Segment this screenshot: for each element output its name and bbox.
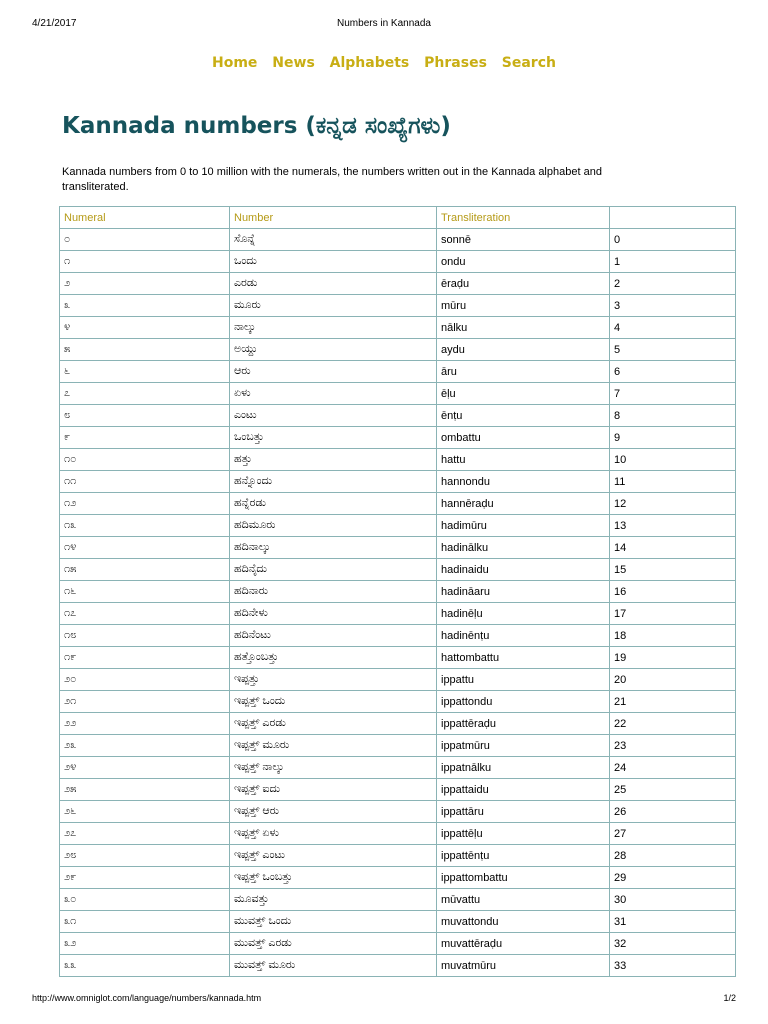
numeral-cell: ೩ [60,295,230,317]
numeral-cell: ೧೮ [60,625,230,647]
numeral-cell: ೧೫ [60,559,230,581]
table-row [60,801,736,823]
number-word-cell: ಇಪ್ಪತ್ತ್ ಎಂಟು [230,845,437,867]
numeral-cell: ೩೧ [60,911,230,933]
number-word-cell: ಇಪ್ಪತ್ತ್ ಎರಡು [230,713,437,735]
value-cell: 18 [610,625,736,647]
numeral-cell: ೧೧ [60,471,230,493]
number-word-cell: ಆರು [230,361,437,383]
value-cell: 19 [610,647,736,669]
table-row [60,537,736,559]
top-nav [0,55,768,71]
nav-alphabets-link[interactable]: Alphabets [329,55,410,71]
transliteration-cell: ippatmūru [437,735,610,757]
numeral-cell: ೧೬ [60,581,230,603]
numeral-cell: ೭ [60,383,230,405]
value-cell: 0 [610,229,736,251]
table-row [60,559,736,581]
number-word-cell: ಹನ್ನೊಂದು [230,471,437,493]
nav-news-link[interactable]: News [272,55,315,71]
numeral-cell: ೩೩ [60,955,230,977]
value-cell: 10 [610,449,736,471]
table-row [60,757,736,779]
numeral-cell: ೧೨ [60,493,230,515]
transliteration-cell: muvattondu [437,911,610,933]
numeral-cell: ೪ [60,317,230,339]
number-word-cell: ಇಪ್ಪತ್ತ್ ಐದು [230,779,437,801]
transliteration-cell: muvattēraḍu [437,933,610,955]
table-row [60,823,736,845]
page-url: http://www.omniglot.com/language/numbers/kannada.htm [32,993,262,1003]
number-word-cell: ಅಯ್ದು [230,339,437,361]
table-row [60,229,736,251]
number-word-cell: ಹದಿನೈದು [230,559,437,581]
numeral-cell: ೩೦ [60,889,230,911]
value-cell: 31 [610,911,736,933]
intro-text: Kannada numbers from 0 to 10 million with the numerals, the numbers written out in the Kannada alphabet and transliterated. [62,166,602,193]
transliteration-cell: mūru [437,295,610,317]
number-word-cell: ಒಂದು [230,251,437,273]
print-date: 4/21/2017 [32,18,77,29]
numeral-cell: ೯ [60,427,230,449]
number-word-cell: ಮೂರು [230,295,437,317]
table-row [60,449,736,471]
numeral-cell: ೧೭ [60,603,230,625]
value-cell: 23 [610,735,736,757]
number-word-cell: ಮುವತ್ತ್ ಒಂದು [230,911,437,933]
number-word-cell: ಇಪ್ಪತ್ತ್ ಏಳು [230,823,437,845]
transliteration-cell: hadimūru [437,515,610,537]
number-word-cell: ಇಪ್ಪತ್ತ್ ಮೂರು [230,735,437,757]
value-cell: 28 [610,845,736,867]
transliteration-cell: ippattondu [437,691,610,713]
header-transliteration: Transliteration [437,207,610,229]
number-word-cell: ಇಪ್ಪತ್ತ್ ಒಂದು [230,691,437,713]
table-header-row [60,207,736,229]
value-cell: 20 [610,669,736,691]
number-word-cell: ಎರಡು [230,273,437,295]
table-row [60,669,736,691]
numeral-cell: ೨ [60,273,230,295]
transliteration-cell: ēraḍu [437,273,610,295]
table-body [60,229,736,977]
print-footer [32,993,736,1007]
table-row [60,273,736,295]
value-cell: 22 [610,713,736,735]
numeral-cell: ೧೯ [60,647,230,669]
transliteration-cell: ippattēḷu [437,823,610,845]
print-title: Numbers in Kannada [337,18,431,29]
transliteration-cell: hattombattu [437,647,610,669]
number-word-cell: ಸೊನ್ನೆ [230,229,437,251]
table-row [60,845,736,867]
table-row [60,647,736,669]
value-cell: 6 [610,361,736,383]
number-word-cell: ಇಪ್ಪತ್ತು [230,669,437,691]
number-word-cell: ಮೂವತ್ತು [230,889,437,911]
number-word-cell: ಎಂಟು [230,405,437,427]
value-cell: 32 [610,933,736,955]
value-cell: 16 [610,581,736,603]
value-cell: 9 [610,427,736,449]
numeral-cell: ೬ [60,361,230,383]
transliteration-cell: hattu [437,449,610,471]
header-value [610,207,736,229]
transliteration-cell: ippattāru [437,801,610,823]
numeral-cell: ೨೧ [60,691,230,713]
transliteration-cell: hannondu [437,471,610,493]
value-cell: 1 [610,251,736,273]
number-word-cell: ಇಪ್ಪತ್ತ್ ಆರು [230,801,437,823]
number-word-cell: ಹದಿನಾಲ್ಕು [230,537,437,559]
print-header [32,18,736,32]
numeral-cell: ೧೦ [60,449,230,471]
transliteration-cell: hadināaru [437,581,610,603]
numeral-cell: ೨೨ [60,713,230,735]
numeral-cell: ೨೪ [60,757,230,779]
transliteration-cell: hadinēnṭu [437,625,610,647]
number-word-cell: ಇಪ್ಪತ್ತ್ ನಾಲ್ಕು [230,757,437,779]
value-cell: 33 [610,955,736,977]
number-word-cell: ಹತ್ತು [230,449,437,471]
table-row [60,889,736,911]
numeral-cell: ೩೨ [60,933,230,955]
numeral-cell: ೧೪ [60,537,230,559]
number-word-cell: ಮುವತ್ತ್ ಮೂರು [230,955,437,977]
transliteration-cell: hannēraḍu [437,493,610,515]
numeral-cell: ೨೬ [60,801,230,823]
value-cell: 11 [610,471,736,493]
transliteration-cell: ippattēraḍu [437,713,610,735]
numeral-cell: ೧ [60,251,230,273]
table-row [60,625,736,647]
number-word-cell: ಹದಿನೇಳು [230,603,437,625]
table-row [60,603,736,625]
number-word-cell: ಹತ್ತೊಂಬತ್ತು [230,647,437,669]
value-cell: 4 [610,317,736,339]
numeral-cell: ೨೮ [60,845,230,867]
transliteration-cell: mūvattu [437,889,610,911]
transliteration-cell: sonnē [437,229,610,251]
number-word-cell: ಹದಿನಾರು [230,581,437,603]
numeral-cell: ೧೩ [60,515,230,537]
header-numeral: Numeral [60,207,230,229]
table-row [60,911,736,933]
value-cell: 24 [610,757,736,779]
header-number: Number [230,207,437,229]
transliteration-cell: āru [437,361,610,383]
value-cell: 2 [610,273,736,295]
table-row [60,955,736,977]
value-cell: 12 [610,493,736,515]
transliteration-cell: aydu [437,339,610,361]
table-row [60,867,736,889]
transliteration-cell: muvatmūru [437,955,610,977]
transliteration-cell: ippattaidu [437,779,610,801]
table-row [60,515,736,537]
value-cell: 27 [610,823,736,845]
table-row [60,339,736,361]
numeral-cell: ೨೩ [60,735,230,757]
numeral-cell: ೨೯ [60,867,230,889]
number-word-cell: ಹನ್ನೆರಡು [230,493,437,515]
transliteration-cell: ippattu [437,669,610,691]
number-word-cell: ಏಳು [230,383,437,405]
table-row [60,581,736,603]
table-row [60,493,736,515]
number-word-cell: ಹದಿನೆಂಟು [230,625,437,647]
table-row [60,779,736,801]
page-title: Kannada numbers (ಕನ್ನಡ ಸಂಖ್ಯೆಗಳು) [62,113,451,139]
numeral-cell: ೮ [60,405,230,427]
transliteration-cell: hadinālku [437,537,610,559]
numeral-cell: ೦ [60,229,230,251]
table-row [60,933,736,955]
table-row [60,427,736,449]
value-cell: 17 [610,603,736,625]
value-cell: 3 [610,295,736,317]
number-word-cell: ಇಪ್ಪತ್ತ್ ಒಂಬತ್ತು [230,867,437,889]
table-row [60,361,736,383]
value-cell: 30 [610,889,736,911]
transliteration-cell: ondu [437,251,610,273]
transliteration-cell: ippattombattu [437,867,610,889]
table-row [60,691,736,713]
numbers-table [59,206,736,977]
value-cell: 7 [610,383,736,405]
nav-phrases-link[interactable]: Phrases [424,55,487,71]
table-row [60,405,736,427]
transliteration-cell: hadinēḷu [437,603,610,625]
number-word-cell: ಹದಿಮೂರು [230,515,437,537]
transliteration-cell: ombattu [437,427,610,449]
value-cell: 29 [610,867,736,889]
nav-search-link[interactable]: Search [501,55,556,71]
transliteration-cell: ēnṭu [437,405,610,427]
value-cell: 21 [610,691,736,713]
transliteration-cell: ippatnālku [437,757,610,779]
table-row [60,735,736,757]
table-row [60,471,736,493]
nav-home-link[interactable]: Home [212,55,258,71]
numeral-cell: ೨೦ [60,669,230,691]
table-row [60,383,736,405]
transliteration-cell: ēḷu [437,383,610,405]
table-row [60,295,736,317]
number-word-cell: ನಾಲ್ಕು [230,317,437,339]
value-cell: 14 [610,537,736,559]
table-row [60,251,736,273]
transliteration-cell: ippattēnṭu [437,845,610,867]
value-cell: 13 [610,515,736,537]
numeral-cell: ೨೭ [60,823,230,845]
table-row [60,713,736,735]
number-word-cell: ಒಂಬತ್ತು [230,427,437,449]
page-number: 1/2 [723,993,736,1003]
value-cell: 8 [610,405,736,427]
value-cell: 5 [610,339,736,361]
number-word-cell: ಮುವತ್ತ್ ಎರಡು [230,933,437,955]
value-cell: 26 [610,801,736,823]
value-cell: 15 [610,559,736,581]
transliteration-cell: hadinaidu [437,559,610,581]
transliteration-cell: nālku [437,317,610,339]
table-row [60,317,736,339]
numeral-cell: ೨೫ [60,779,230,801]
numeral-cell: ೫ [60,339,230,361]
value-cell: 25 [610,779,736,801]
